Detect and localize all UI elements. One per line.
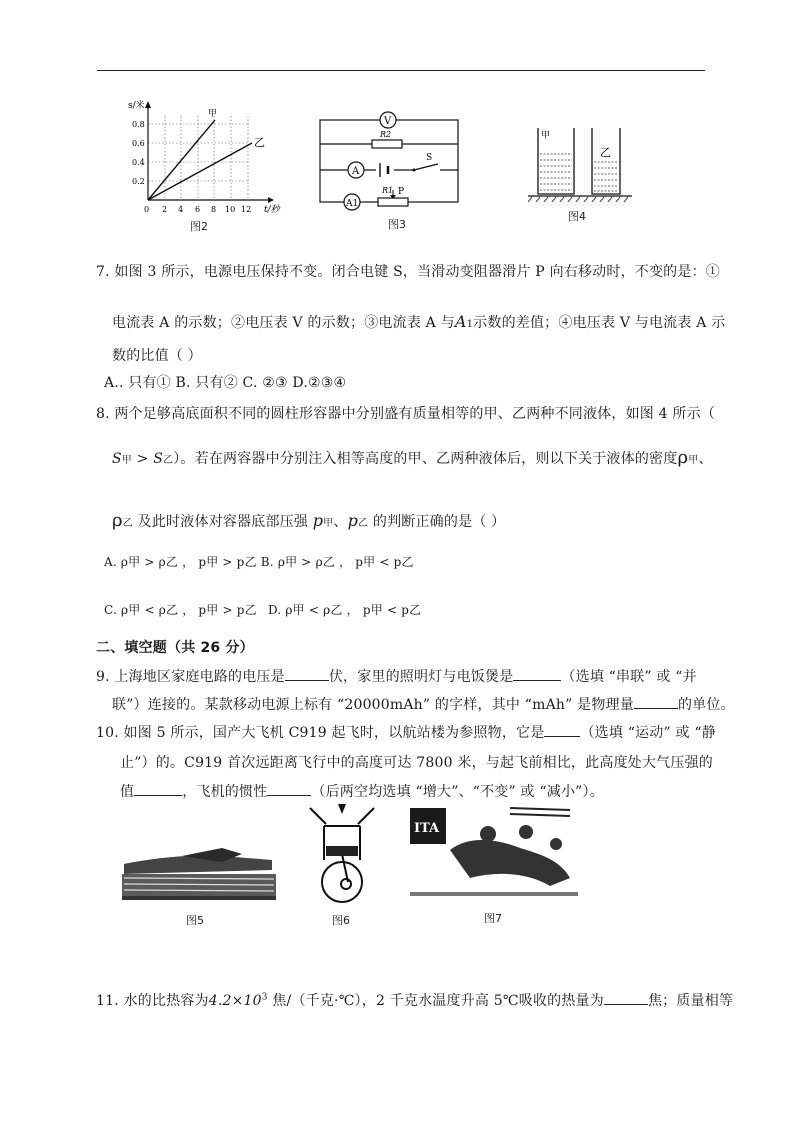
figure-3-circuit — [316, 104, 466, 214]
q9-blank-3[interactable] — [634, 696, 678, 709]
line-jia — [148, 120, 215, 200]
figure-4-caption: 图4 — [568, 210, 586, 223]
q9-line1: 9. 上海地区家庭电路的电压是 伏，家里的照明灯与电饭煲是 （选填 “串联” 或 “并 — [96, 669, 697, 685]
header-rule — [97, 70, 705, 71]
svg-text:P: P — [398, 187, 405, 197]
q11-blank-1[interactable] — [604, 992, 648, 1005]
svg-text:10: 10 — [225, 205, 236, 214]
svg-text:R2: R2 — [380, 130, 392, 139]
figure-4-containers — [528, 120, 638, 210]
q10-line2: 止”）的。C919 首次远距离飞行中的高度可达 7800 米，与起飞前相比，此高度处大气压强的 — [120, 755, 713, 771]
svg-text:0.2: 0.2 — [132, 177, 145, 186]
figure-5-plane-photo — [122, 834, 276, 904]
figure-3-caption: 图3 — [388, 218, 406, 231]
svg-text:R1: R1 — [382, 186, 394, 195]
svg-text:乙: 乙 — [600, 146, 611, 159]
svg-text:4: 4 — [178, 205, 184, 214]
svg-text:A: A — [352, 166, 360, 177]
svg-text:8: 8 — [211, 205, 217, 214]
q7-line2: 电流表 A 的示数；②电压表 V 的示数；③电流表 A 与A1示数的差值；④电压表 V 与电流表 A 示 — [112, 312, 726, 331]
q8-line2: S甲 > S乙）。若在两容器中分别注入相等高度的甲、乙两种液体后，则以下关于液体的密度ρ甲、 — [112, 447, 713, 468]
q7-line3: 数的比值（ ） — [112, 348, 202, 364]
svg-text:乙: 乙 — [254, 136, 265, 149]
q10-line1: 10. 如图 5 所示，国产大飞机 C919 起飞时，以航站楼为参照物，它是 （选填 “运动” 或 “静 — [96, 725, 716, 741]
q11-line1: 11. 水的比热容为$4.2\times 10^3$ 焦/（千克·℃），2 千克水温度升高 5℃吸收的热量为 焦；质量相等 — [96, 992, 734, 1009]
figure-2-caption: 图2 — [190, 220, 208, 233]
q7-line1: 7. 如图 3 所示，电源电压保持不变。闭合电键 S，当滑动变阻器滑片 P 向右移动时，不变的是：① — [96, 264, 720, 280]
svg-text:0.4: 0.4 — [132, 158, 145, 167]
svg-text:6: 6 — [195, 205, 201, 214]
q9-blank-2[interactable] — [513, 668, 561, 681]
y-axis-label: s/米 — [128, 101, 145, 111]
q9-blank-1[interactable] — [285, 668, 329, 681]
q10-blank-3[interactable] — [267, 783, 311, 796]
svg-text:0.8: 0.8 — [132, 120, 145, 129]
q9-line2: 联”）连接的。某款移动电源上标有 “20000mAh” 的字样，其中 “mAh” 是物理量 的单位。 — [112, 697, 735, 713]
figure-2-graph — [128, 96, 298, 226]
q8-line1: 8. 两个足够高底面积不同的圆柱形容器中分别盛有质量相等的甲、乙两种不同液体，如图 4 所示（ — [96, 406, 716, 422]
svg-text:0: 0 — [144, 205, 150, 214]
line-yi — [148, 143, 252, 200]
x-axis-label: t/秒 — [264, 205, 280, 215]
svg-text:0.6: 0.6 — [132, 139, 145, 148]
q7-options: A.. 只有① B. 只有② C. ②③ D.②③④ — [104, 375, 347, 391]
q8-option-c: C. ρ甲 < ρ乙 ， p甲 > p乙 — [104, 603, 257, 617]
svg-text:12: 12 — [241, 205, 252, 214]
svg-text:甲: 甲 — [208, 109, 218, 119]
q10-blank-1[interactable] — [544, 724, 580, 737]
svg-text:2: 2 — [162, 205, 168, 214]
figure-7-skating-photo — [410, 804, 578, 900]
q8-option-ab: A. ρ甲 > ρ乙 ， p甲 > p乙 B. ρ甲 > ρ乙 ， p甲 < p乙 — [104, 555, 414, 569]
svg-text:甲: 甲 — [541, 131, 551, 141]
figure-5-caption: 图5 — [186, 914, 204, 927]
svg-text:V: V — [384, 116, 392, 127]
figure-7-caption: 图7 — [484, 912, 502, 925]
q8-line3: ρ乙 及此时液体对容器底部压强 p甲、p乙 的判断正确的是（ ） — [112, 510, 506, 531]
svg-text:S: S — [426, 153, 433, 163]
figure-6-caption: 图6 — [332, 914, 350, 927]
q10-line3: 值 ，飞机的惯性 （后两空均选填 “增大”、“不变” 或 “减小”）。 — [120, 784, 604, 800]
figure-6-engine — [302, 800, 382, 910]
section-heading: 二、填空题（共 26 分） — [96, 640, 254, 656]
svg-text:A1: A1 — [346, 199, 359, 209]
svg-text:ITA: ITA — [414, 821, 440, 836]
q8-option-d: D. ρ甲 < ρ乙 ， p甲 < p乙 — [268, 603, 422, 617]
q10-blank-2[interactable] — [134, 783, 182, 796]
